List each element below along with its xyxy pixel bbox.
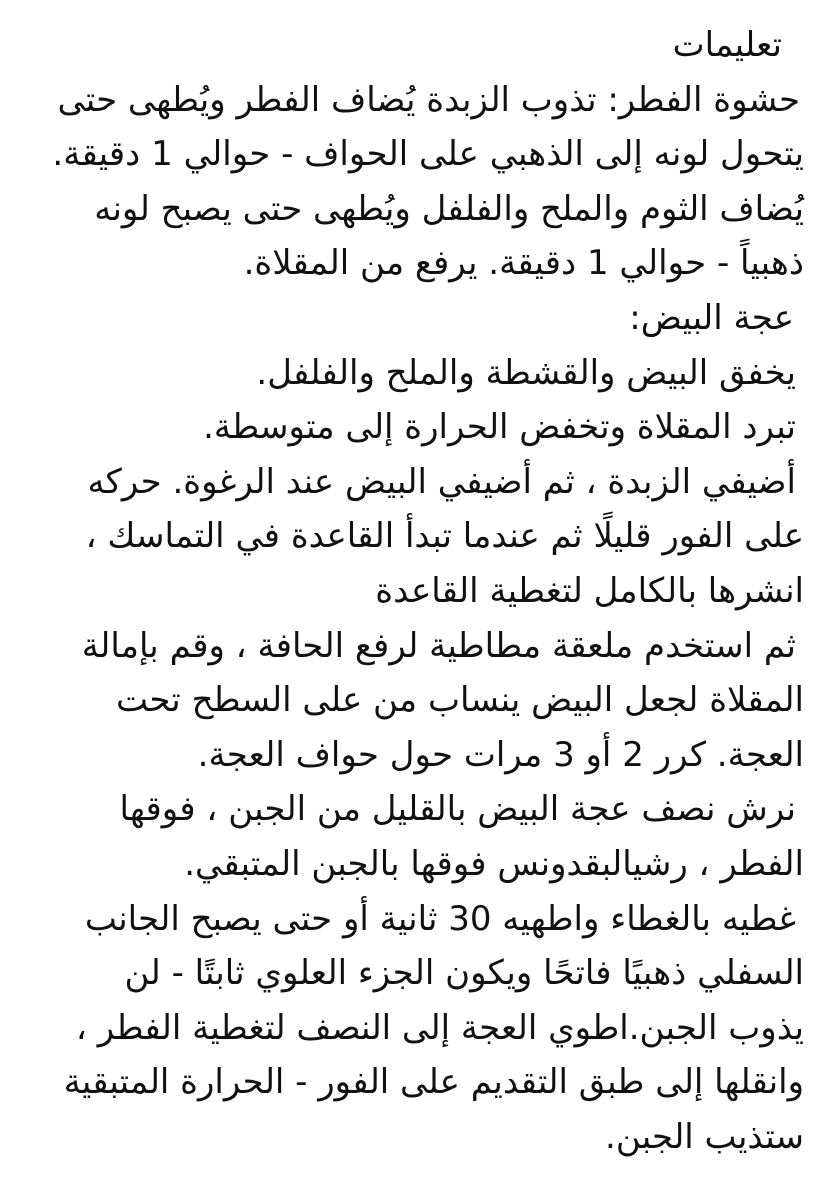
text-line: العجة. كرر 2 أو 3 مرات حول حواف العجة. (197, 734, 804, 775)
text-line: يخفق البيض والقشطة والملح والفلفل. (256, 352, 796, 393)
text-line: نرش نصف عجة البيض بالقليل من الجبن ، فوقها (119, 789, 796, 830)
text-line: يتحول لونه إلى الذهبي على الحواف - حوالي 1 دقيقة. (52, 134, 804, 175)
text-line: ثم استخدم ملعقة مطاطية لرفع الحافة ، وقم بإمالة (81, 625, 796, 666)
text-line: تبرد المقلاة وتخفض الحرارة إلى متوسطة. (203, 407, 796, 448)
text-line: على الفور قليلًا ثم عندما تبدأ القاعدة في التماسك ، (85, 516, 804, 557)
text-line: ذهبياً - حوالي 1 دقيقة. يرفع من المقلاة. (243, 243, 804, 284)
recipe-instructions-text (40, 18, 804, 1164)
text-line: يذوب الجبن.اطوي العجة إلى النصف لتغطية الفطر ، (75, 1007, 804, 1048)
text-line: انشرها بالكامل لتغطية القاعدة (375, 570, 804, 611)
text-line: يُضاف الثوم والملح والفلفل ويُطهى حتى يصبح لونه (94, 188, 804, 229)
text-line: أضيفي الزبدة ، ثم أضيفي البيض عند الرغوة. حركه (87, 461, 796, 502)
text-line: السفلي ذهبيًا فاتحًا ويكون الجزء العلوي ثابتًا - لن (124, 953, 804, 994)
text-line: حشوة الفطر: تذوب الزبدة يُضاف الفطر ويُطهى حتى (57, 79, 800, 120)
section-heading-instructions: تعليمات (672, 25, 782, 65)
text-line: المقلاة لجعل البيض ينساب من على السطح تحت (115, 680, 804, 721)
text-line: غطيه بالغطاء واطهيه 30 ثانية أو حتى يصبح الجانب (84, 898, 796, 939)
text-line: الفطر ، رشيالبقدونس فوقها بالجبن المتبقي. (184, 843, 804, 884)
text-line: ستذيب الجبن. (605, 1116, 804, 1157)
section-heading-omelette: عجة البيض: (629, 297, 794, 338)
text-line: وانقلها إلى طبق التقديم على الفور - الحرارة المتبقية (63, 1062, 804, 1103)
